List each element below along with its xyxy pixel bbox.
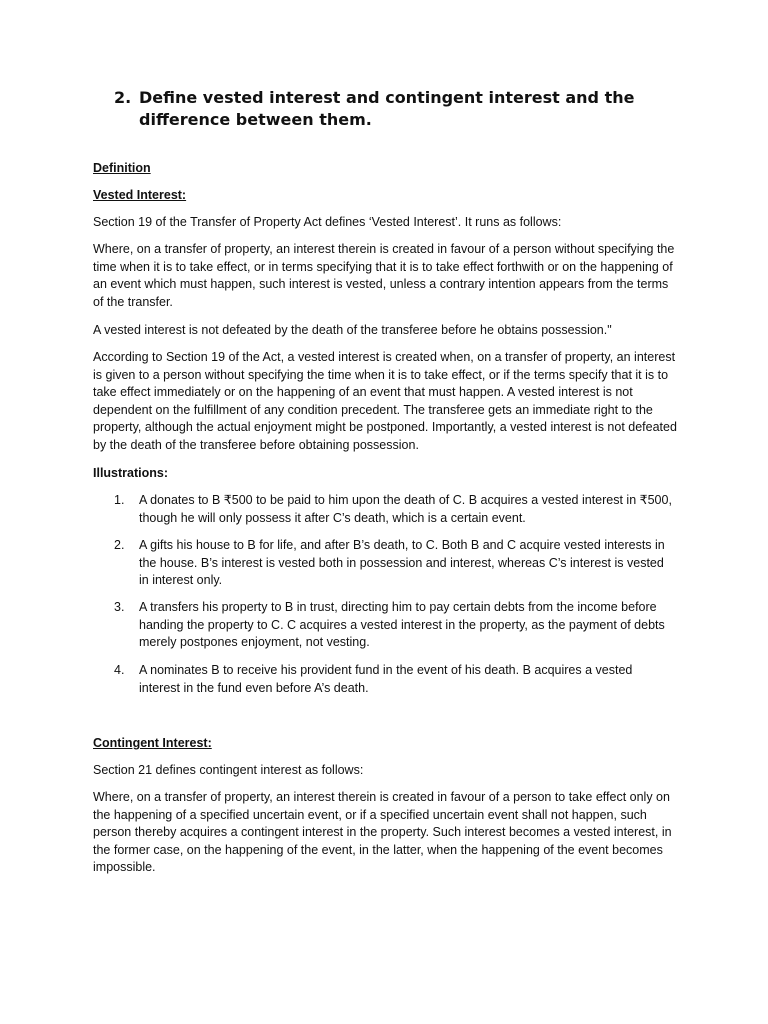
list-item-number: 1. xyxy=(114,493,125,507)
illustrations-label: Illustrations: xyxy=(93,466,169,480)
list-item xyxy=(114,537,674,590)
contingent-intro: Section 21 defines contingent interest as follows: xyxy=(93,763,364,777)
vested-explanation: According to Section 19 of the Act, a vested interest is created when, on a transfer of property, an interest is given to a person without specifying the time when it is to take effect, or if the terms specify that it is to take effect immediately or on the happening of an event that must happen. A vested interest is not dependent on the fulfillment of any condition precedent. The transferee gets an immediate right to the property, although the actual enjoyment might be postponed. Importantly, a vested interest is not defeated by the death of the transferee before obtaining possession. xyxy=(93,350,677,452)
list-item-text: A gifts his house to B for life, and after B’s death, to C. Both B and C acquire vested interests in the house. B’s interest is vested both in possession and interest, whereas C’s interest is vested in interest only. xyxy=(139,538,665,588)
list-item-text: A donates to B ₹500 to be paid to him upon the death of C. B acquires a vested interest in ₹500, though he will only possess it after C’s death, which is a certain event. xyxy=(139,493,672,525)
list-item xyxy=(114,599,674,652)
vested-interest-label: Vested Interest: xyxy=(93,188,187,202)
contingent-interest-label: Contingent Interest: xyxy=(93,736,212,750)
list-item-number: 3. xyxy=(114,600,125,614)
vested-quote: Where, on a transfer of property, an interest therein is created in favour of a person without specifying the time when it is to take effect, or in terms specifying that it is to take effect forthwith or on the happening of an event which must happen, such interest is vested, unless a contrary intention appears from the terms of the transfer. xyxy=(93,242,675,309)
list-item-text: A transfers his property to B in trust, directing him to pay certain debts from the income before handing the property to C. C acquires a vested interest in the property, as the payment of debts merely postpones enjoyment, not vesting. xyxy=(139,600,665,650)
question-heading xyxy=(114,87,674,131)
definition-label: Definition xyxy=(93,161,151,175)
contingent-quote: Where, on a transfer of property, an interest therein is created in favour of a person to take effect only on the happening of a specified uncertain event, or if a specified uncertain event shall not happen, such person thereby acquires a contingent interest in the property. Such interest becomes a vested interest, in the former case, on the happening of the event, in the latter, when the happening of the event becomes impossible. xyxy=(93,790,672,875)
list-item xyxy=(114,492,674,527)
vested-quote-continued: A vested interest is not defeated by the death of the transferee before he obtains possession." xyxy=(93,323,612,337)
vested-intro: Section 19 of the Transfer of Property Act defines ‘Vested Interest’. It runs as follows: xyxy=(93,215,562,229)
list-item xyxy=(114,662,674,697)
heading-text: Define vested interest and contingent interest and the difference between them. xyxy=(139,88,635,129)
list-item-text: A nominates B to receive his provident fund in the event of his death. B acquires a vested interest in the fund even before A’s death. xyxy=(139,663,633,695)
heading-number: 2. xyxy=(114,88,132,107)
list-item-number: 2. xyxy=(114,538,125,552)
list-item-number: 4. xyxy=(114,663,125,677)
